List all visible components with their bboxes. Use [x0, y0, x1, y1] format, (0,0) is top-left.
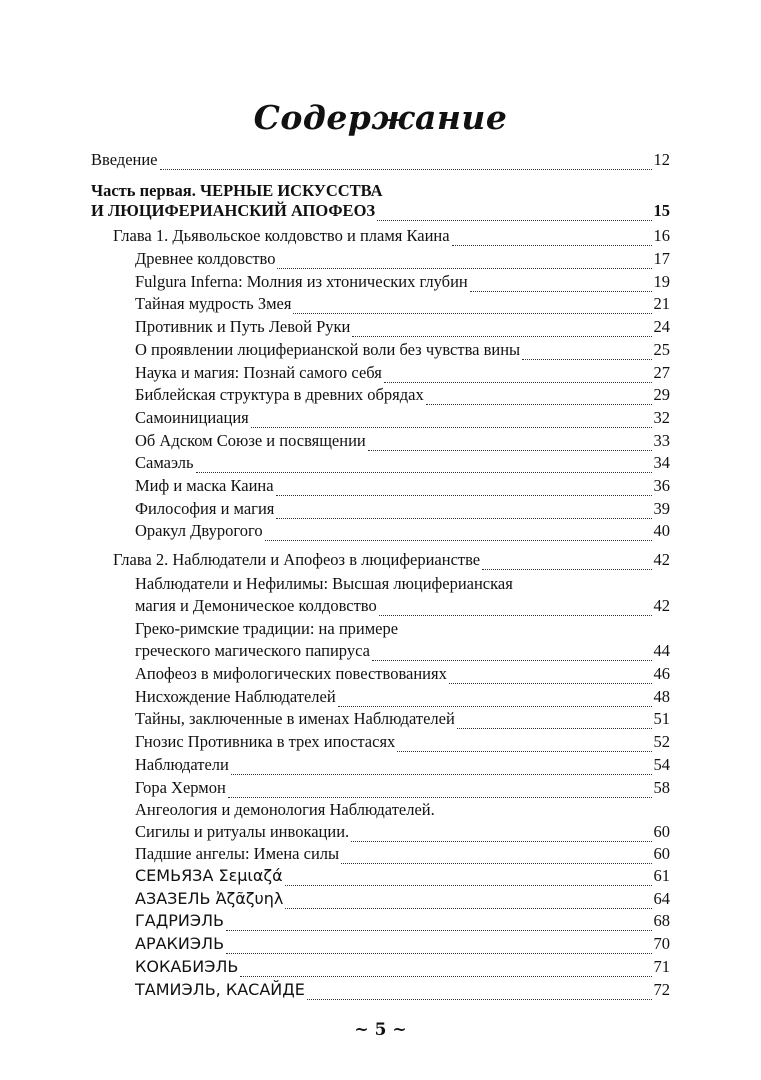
toc-entry-page: 33 — [653, 430, 670, 450]
toc-entry-section[interactable] — [135, 732, 670, 752]
toc-entry-section[interactable] — [135, 249, 670, 269]
dot-leader — [384, 377, 652, 383]
toc-entry-label: Противник и Путь Левой Руки — [135, 317, 351, 337]
toc-entry-name[interactable] — [135, 889, 670, 909]
toc-entry-label: Падшие ангелы: Имена силы — [135, 844, 340, 863]
dot-leader — [452, 240, 652, 246]
dot-leader — [379, 610, 652, 616]
toc-entry-page: 61 — [653, 866, 670, 885]
toc-entry-page: 68 — [653, 911, 670, 931]
toc-entry-page: 71 — [653, 956, 670, 976]
toc-entry-section[interactable] — [135, 408, 670, 428]
dot-leader — [377, 215, 651, 221]
toc-entry-page: 12 — [653, 150, 670, 169]
toc-entry-section[interactable] — [135, 822, 670, 842]
dot-leader — [341, 858, 651, 864]
toc-entry-section[interactable] — [135, 641, 670, 661]
toc-entry-page: 24 — [653, 317, 670, 337]
toc-entry-page: 51 — [653, 709, 670, 729]
toc-entry-page: 32 — [653, 407, 670, 427]
toc-entry-page: 58 — [653, 777, 670, 797]
toc-entry-section[interactable] — [135, 596, 670, 616]
toc-entry-section[interactable] — [135, 709, 670, 729]
toc-entry-label: АРАКИЭЛЬ — [135, 934, 225, 954]
toc-entry-label: СЕМЬЯЗА Σεμιαζά — [135, 866, 283, 885]
toc-entry-page: 34 — [653, 453, 670, 473]
dot-leader — [231, 769, 652, 775]
toc-entry-name[interactable] — [135, 866, 670, 886]
dot-leader — [449, 678, 652, 684]
toc-entry-label: Оракул Двурогого — [135, 521, 263, 541]
toc-entry-section[interactable] — [135, 340, 670, 360]
toc-entry-label: Глава 1. Дьявольское колдовство и пламя Каина — [113, 226, 450, 245]
toc-entry-page: 44 — [653, 641, 670, 660]
dot-leader — [251, 422, 652, 428]
toc-entry-label: Об Адском Союзе и посвящении — [135, 430, 366, 450]
toc-entry-page: 19 — [653, 271, 670, 291]
toc-part-title: Часть первая. ЧЕРНЫЕ ИСКУССТВА — [91, 181, 383, 200]
dot-leader — [352, 331, 651, 337]
toc-entry-section[interactable] — [135, 363, 670, 383]
toc-entry-label: И ЛЮЦИФЕРИАНСКИЙ АПОФЕОЗ — [91, 201, 376, 220]
toc-entry-section[interactable] — [135, 453, 670, 473]
toc-entry-section[interactable] — [135, 317, 670, 337]
toc-entry-label: Введение — [91, 150, 158, 169]
dot-leader — [226, 948, 651, 954]
toc-entry-section-line: Наблюдатели и Нефилимы: Высшая люциферианская — [135, 574, 513, 593]
dot-leader — [276, 513, 651, 519]
toc-entry-page: 48 — [653, 686, 670, 706]
dot-leader — [265, 535, 652, 541]
toc-entry-label: Самоинициация — [135, 407, 249, 427]
toc-entry-page: 54 — [653, 754, 670, 774]
toc-entry-label: КОКАБИЭЛЬ — [135, 956, 239, 976]
dot-leader — [277, 263, 651, 269]
toc-entry-section[interactable] — [135, 272, 670, 292]
toc-entry-section[interactable] — [135, 844, 670, 864]
toc-entry-page: 27 — [653, 362, 670, 382]
dot-leader — [285, 880, 652, 886]
dot-leader — [372, 655, 652, 661]
toc-entry-page: 42 — [653, 596, 670, 615]
toc-entry-label: Гора Хермон — [135, 777, 226, 797]
toc-entry-page: 60 — [653, 844, 670, 863]
toc-entry-label: Миф и маска Каина — [135, 476, 274, 495]
dot-leader — [307, 994, 652, 1000]
toc-entry-page: 72 — [653, 979, 670, 999]
toc-entry-section[interactable] — [135, 385, 670, 405]
toc-entry-label: Нисхождение Наблюдателей — [135, 686, 336, 706]
toc-entry-label: Апофеоз в мифологических повествованиях — [135, 664, 447, 683]
toc-entry-page: 42 — [653, 550, 670, 569]
dot-leader — [285, 903, 651, 909]
page-number: ~ 5 ~ — [354, 1020, 407, 1040]
toc-entry-name[interactable] — [135, 957, 670, 977]
toc-entry-label: магия и Демоническое колдовство — [135, 596, 377, 615]
toc-entry-page: 36 — [653, 476, 670, 495]
dot-leader — [351, 836, 651, 842]
toc-entry-section[interactable] — [135, 294, 670, 314]
toc-entry-page: 17 — [653, 249, 670, 268]
dot-leader — [276, 490, 652, 496]
toc-entry-part1[interactable] — [91, 201, 670, 221]
toc-entry-label: Философия и магия — [135, 498, 275, 518]
toc-entry-section[interactable] — [135, 755, 670, 775]
toc-entry-page: 29 — [653, 385, 670, 405]
toc-entry-page: 52 — [653, 732, 670, 752]
toc-entry-page: 25 — [653, 339, 670, 359]
toc-entry-section[interactable] — [135, 431, 670, 451]
dot-leader — [226, 925, 652, 931]
toc-entry-label: О проявлении люциферианской воли без чувства вины — [135, 339, 521, 359]
dot-leader — [470, 286, 652, 292]
toc-entry-label: ТАМИЭЛЬ, КАСАЙДЕ — [135, 979, 305, 999]
toc-entry-name[interactable] — [135, 911, 670, 931]
dot-leader — [522, 354, 651, 360]
dot-leader — [368, 445, 652, 451]
dot-leader — [397, 746, 651, 752]
dot-leader — [482, 564, 651, 570]
toc-entry-section[interactable] — [135, 778, 670, 798]
toc-entry-intro[interactable] — [91, 150, 670, 170]
toc-entry-page: 39 — [653, 498, 670, 518]
toc-entry-label: АЗАЗЕЛЬ Ἀζᾶζυηλ — [135, 888, 284, 908]
toc-entry-section-line: Ангеология и демонология Наблюдателей. — [135, 800, 435, 819]
page-title: Содержание — [253, 98, 508, 137]
toc-entry-section[interactable] — [135, 687, 670, 707]
toc-entry-page: 15 — [653, 201, 670, 220]
toc-entry-label: Наука и магия: Познай самого себя — [135, 362, 382, 382]
toc-entry-label: Наблюдатели — [135, 754, 229, 774]
toc-entry-section-line: Греко-римские традиции: на примере — [135, 619, 399, 638]
toc-entry-label: Fulgura Inferna: Молния из хтонических глубин — [135, 271, 468, 291]
toc-entry-page: 64 — [653, 888, 670, 908]
toc-entry-page: 60 — [653, 822, 670, 841]
toc-entry-label: греческого магического папируса — [135, 641, 370, 660]
dot-leader — [160, 164, 652, 170]
toc-entry-label: Библейская структура в древних обрядах — [135, 385, 424, 405]
dot-leader — [293, 308, 651, 314]
toc-entry-page: 46 — [653, 664, 670, 683]
toc-entry-page: 16 — [653, 226, 670, 245]
toc-entry-chapter1[interactable] — [113, 226, 670, 246]
toc-entry-label: Глава 2. Наблюдатели и Апофеоз в люциферианстве — [113, 550, 481, 569]
dot-leader — [240, 971, 651, 977]
toc-entry-label: Сигилы и ритуалы инвокации. — [135, 822, 350, 841]
toc-entry-section[interactable] — [135, 664, 670, 684]
toc-entry-page: 40 — [653, 521, 670, 541]
toc-entry-label: Тайная мудрость Змея — [135, 294, 292, 314]
toc-entry-section[interactable] — [135, 476, 670, 496]
dot-leader — [338, 701, 652, 707]
dot-leader — [426, 399, 652, 405]
toc-entry-label: Гнозис Противника в трех ипостасях — [135, 732, 396, 752]
toc-entry-label: ГАДРИЭЛЬ — [135, 911, 224, 931]
toc-entry-name[interactable] — [135, 980, 670, 1000]
toc-entry-page: 21 — [653, 294, 670, 314]
toc-entry-page: 70 — [653, 934, 670, 954]
toc-entry-section[interactable] — [135, 499, 670, 519]
toc-entry-name[interactable] — [135, 934, 670, 954]
toc-entry-section[interactable] — [135, 521, 670, 541]
dot-leader — [196, 467, 652, 473]
toc-entry-label: Самаэль — [135, 453, 194, 473]
toc-entry-chapter2[interactable] — [113, 550, 670, 570]
dot-leader — [457, 723, 652, 729]
toc-entry-label: Тайны, заключенные в именах Наблюдателей — [135, 709, 455, 729]
dot-leader — [228, 792, 652, 798]
toc-entry-label: Древнее колдовство — [135, 249, 276, 268]
